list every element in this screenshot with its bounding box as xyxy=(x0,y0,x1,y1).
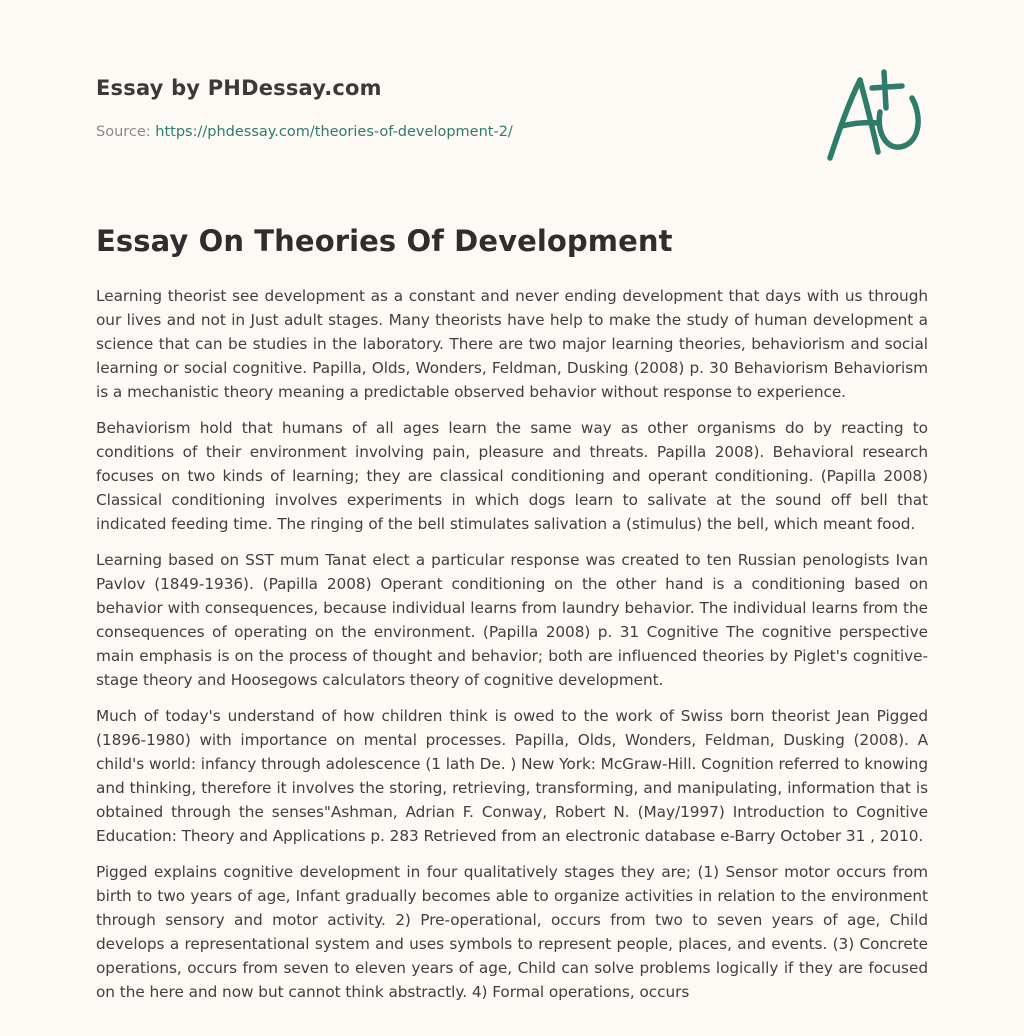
logo-plus-horizontal xyxy=(872,86,902,88)
essay-paragraph: Learning based on SST mum Tanat elect a particular response was created to ten Russian penologists Ivan Pavlov (1849-1936). (Papilla 2008) Operant conditioning on the other hand is a conditioning based on behavior with consequences, because individual learns from laundry behavior. The individual learns from the consequences of operating on the environment. (Papilla 2008) p. 31 Cognitive The cognitive perspective main emphasis is on the process of thought and behavior; both are influenced theories by Piglet's cognitive-stage theory and Hoosegows calculators theory of cognitive development. xyxy=(96,551,928,689)
logo-a-left-stroke xyxy=(830,80,860,158)
essay-paragraph: Much of today's understand of how children think is owed to the work of Swiss born theorist Jean Pigged (1896-1980) with importance on mental processes. Papilla, Olds, Wonders, Feldman, Dusking (2008). A child's world: infancy through adolescence (1 lath De. ) New York: McGraw-Hill. Cognition referred to knowing and thinking, therefore it involves the storing, retrieving, transforming, and manipulating, information that is obtained through the senses"Ashman, Adrian F. Conway, Robert N. (May/1997) Introduction to Cognitive Education: Theory and Applications p. 283 Retrieved from an electronic database e-Barry October 31 , 2010. xyxy=(96,707,928,845)
source-line xyxy=(96,124,513,140)
site-brand: Essay by PHDessay.com xyxy=(96,76,382,100)
source-link[interactable]: https://phdessay.com/theories-of-development-2/ xyxy=(155,124,513,140)
essay-paragraph: Behaviorism hold that humans of all ages learn the same way as other organisms do by reacting to conditions of their environment involving pain, pleasure and threats. Papilla 2008). Behavioral research focuses on two kinds of learning; they are classical conditioning and operant conditioning. (Papilla 2008) Classical conditioning involves experiments in which dogs learn to salivate at the sound off bell that indicated feeding time. The ringing of the bell stimulates salivation a (stimulus) the bell, which meant food. xyxy=(96,419,928,533)
essay-title: Essay On Theories Of Development xyxy=(96,224,673,258)
a-plus-logo-icon xyxy=(822,68,928,166)
essay-paragraph: Learning theorist see development as a constant and never ending development that days with us through our lives and not in Just adult stages. Many theorists have help to make the study of human development a science that can be studies in the laboratory. There are two major learning theories, behaviorism and social learning or social cognitive. Papilla, Olds, Wonders, Feldman, Dusking (2008) p. 30 Behaviorism Behaviorism is a mechanistic theory meaning a predictable observed behavior without response to experience. xyxy=(96,287,928,401)
logo-plus-vertical xyxy=(884,72,886,108)
a-plus-logo xyxy=(822,68,928,166)
source-label: Source: xyxy=(96,124,156,140)
logo-a-right-stroke xyxy=(860,80,878,152)
essay-body xyxy=(96,284,928,1016)
essay-paragraph: Pigged explains cognitive development in four qualitatively stages they are; (1) Sensor motor occurs from birth to two years of age, Infant gradually becomes able to organize activities in relation to the environment through sensory and motor activity. 2) Pre-operational, occurs from two to seven years of age, Child develops a representational system and uses symbols to represent people, places, and events. (3) Concrete operations, occurs from seven to eleven years of age, Child can solve problems logically if they are focused on the here and now but cannot think abstractly. 4) Formal operations, occurs xyxy=(96,863,928,1001)
